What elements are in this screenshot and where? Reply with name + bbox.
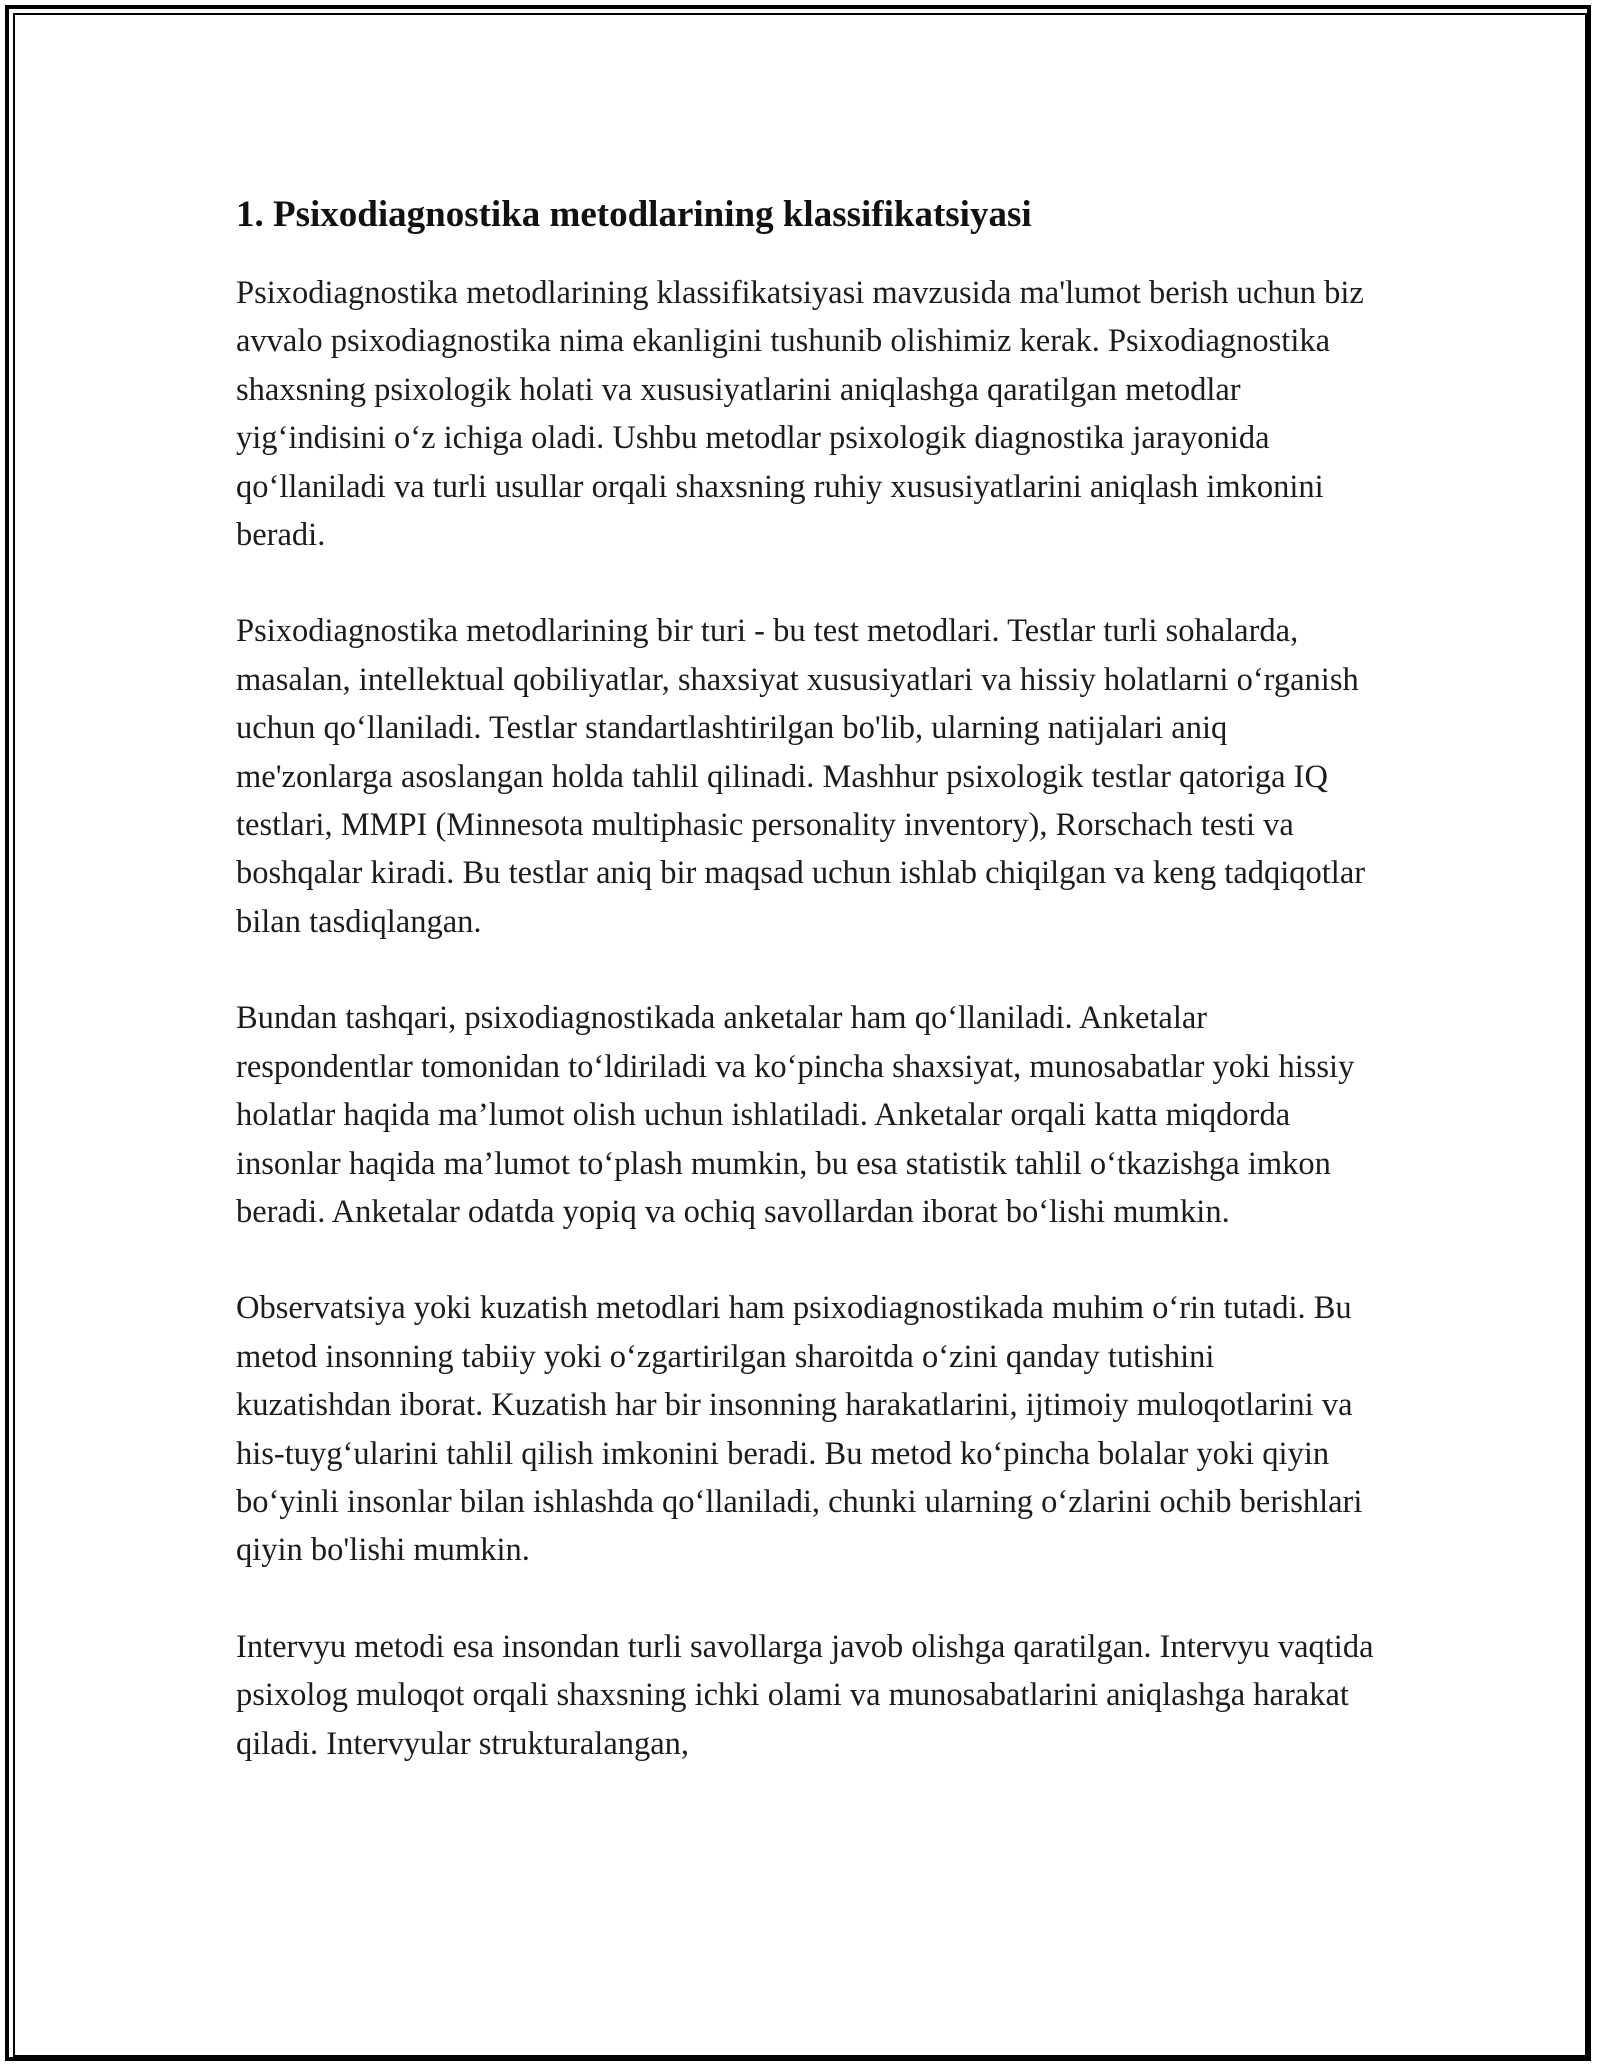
section-heading: 1. Psixodiagnostika metodlarining klassifikatsiyasi bbox=[236, 194, 1032, 235]
paragraph-interview: Intervyu metodi esa insondan turli savollarga javob olishga qaratilgan. Intervyu vaqtida psixolog muloqot orqali shaxsning ichki olami va munosabatlarini aniqlashga harakat qiladi. Intervyular strukturalangan, bbox=[236, 1628, 1374, 1762]
paragraph-intro: Psixodiagnostika metodlarining klassifikatsiyasi mavzusida ma'lumot berish uchun biz avvalo psixodiagnostika nima ekanligini tushunib olishimiz kerak. Psixodiagnostika shaxsning psixologik holati va xususiyatlarini aniqlashga qaratilgan metodlar yig‘indisini o‘z ichiga oladi. Ushbu metodlar psixologik diagnostika jarayonida qo‘llaniladi va turli usullar orqali shaxsning ruhiy xususiyatlarini aniqlash imkonini beradi. bbox=[236, 275, 1364, 554]
paragraph-questionnaires: Bundan tashqari, psixodiagnostikada anketalar ham qo‘llaniladi. Anketalar respondentlar tomonidan to‘ldiriladi va ko‘pincha shaxsiyat, munosabatlar yoki hissiy holatlar haqida ma’lumot olish uchun ishlatiladi. Anketalar orqali katta miqdorda insonlar haqida ma’lumot to‘plash mumkin, bu esa statistik tahlil o‘tkazishga imkon beradi. Anketalar odatda yopiq va ochiq savollardan iborat bo‘lishi mumkin. bbox=[236, 1000, 1355, 1230]
paragraph-tests: Psixodiagnostika metodlarining bir turi - bu test metodlari. Testlar turli sohalarda, masalan, intellektual qobiliyatlar, shaxsiyat xususiyatlari va hissiy holatlarni o‘rganish uchun qo‘llaniladi. Testlar standartlashtirilgan bo'lib, ularning natijalari aniq me'zonlarga asoslangan holda tahlil qilinadi. Mashhur psixologik testlar qatoriga IQ testlari, MMPI (Minnesota multiphasic personality inventory), Rorschach testi va boshqalar kiradi. Bu testlar aniq bir maqsad uchun ishlab chiqilgan va keng tadqiqotlar bilan tasdiqlangan. bbox=[236, 613, 1366, 940]
paragraph-observation: Observatsiya yoki kuzatish metodlari ham psixodiagnostikada muhim o‘rin tutadi. Bu metod insonning tabiiy yoki o‘zgartirilgan sharoitda o‘zini qanday tutishini kuzatishdan iborat. Kuzatish har bir insonning harakatlarini, ijtimoiy muloqotlarini va his-tuyg‘ularini tahlil qilish imkonini beradi. Bu metod ko‘pincha bolalar yoki qiyin bo‘yinli insonlar bilan ishlashda qo‘llaniladi, chunki ularning o‘zlarini ochib berishlari qiyin bo'lishi mumkin. bbox=[236, 1290, 1363, 1569]
document-body bbox=[236, 189, 1376, 1816]
